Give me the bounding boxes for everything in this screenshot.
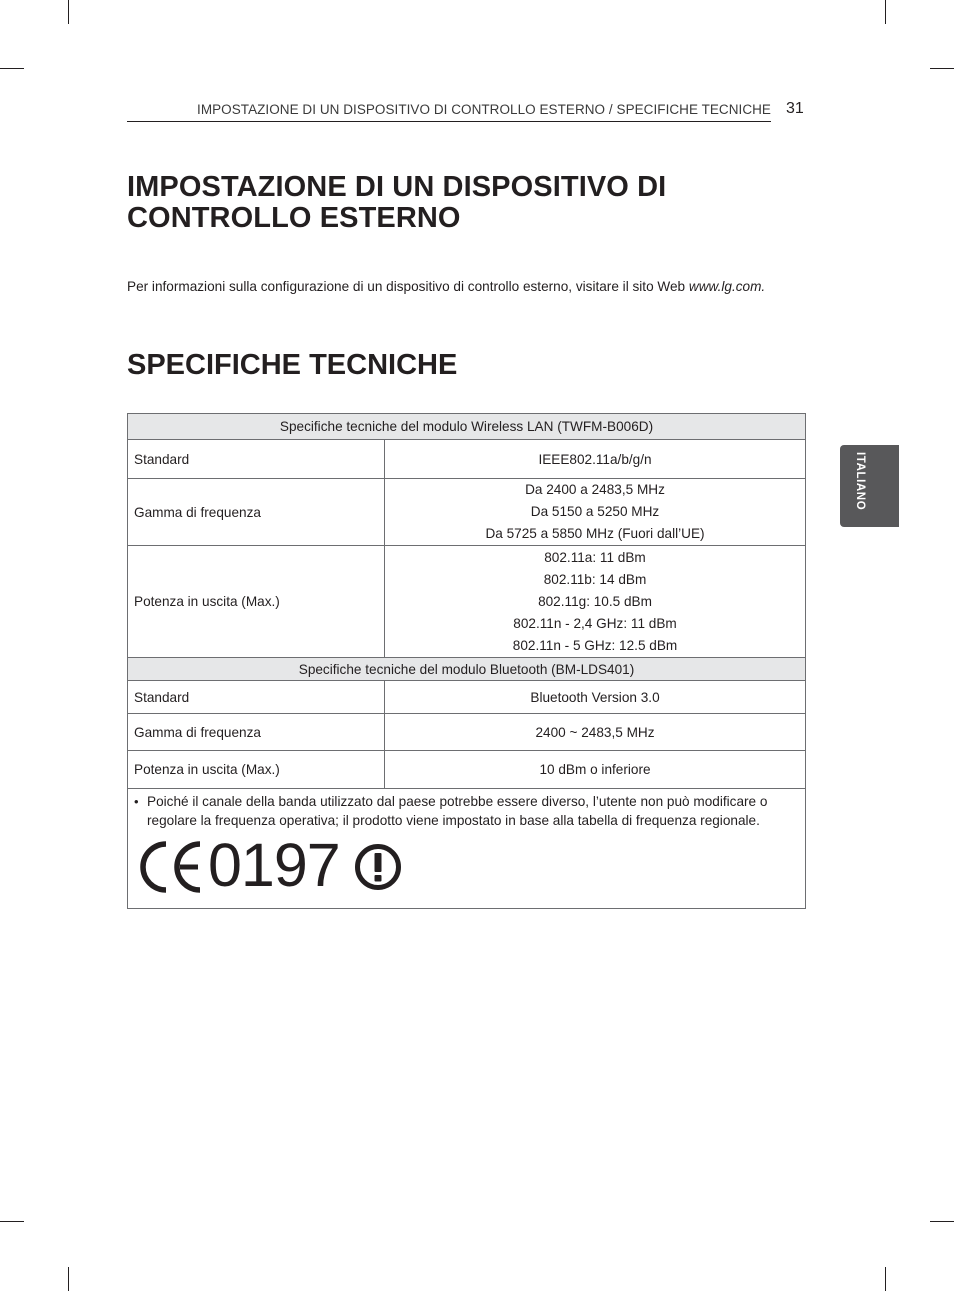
table-row	[128, 751, 806, 789]
crop-mark	[930, 68, 954, 69]
language-tab	[840, 445, 899, 527]
intro-text: Per informazioni sulla configurazione di un dispositivo di controllo esterno, visitare il sito Web	[127, 279, 689, 294]
ce-marking	[136, 831, 416, 899]
note-cell	[128, 789, 806, 909]
crop-mark	[930, 1221, 954, 1222]
value-line: Da 5725 a 5850 MHz (Fuori dall’UE)	[485, 526, 705, 541]
ce-mark-icon	[136, 839, 204, 895]
title-line-1: IMPOSTAZIONE DI UN DISPOSITIVO DI	[127, 171, 667, 203]
crop-mark	[68, 0, 69, 24]
value-line: Da 2400 a 2483,5 MHz	[525, 482, 665, 497]
note-text: Poiché il canale della banda utilizzato dal paese potrebbe essere diverso, l’utente non può modificare o regolare la frequenza operativa; il prodotto viene impostato in base alla tabella di frequenza regionale.	[147, 794, 768, 828]
section-title-external-control	[127, 172, 767, 234]
alert-class2-icon	[354, 843, 402, 891]
row-label: Standard	[128, 440, 385, 479]
row-value: Bluetooth Version 3.0	[385, 681, 806, 714]
value-line: 802.11n - 2,4 GHz: 11 dBm	[513, 615, 677, 631]
intro-paragraph	[127, 279, 817, 294]
spec-table	[127, 413, 806, 909]
row-label: Potenza in uscita (Max.)	[128, 751, 385, 789]
table-row	[128, 546, 806, 658]
row-value: IEEE802.11a/b/g/n	[385, 440, 806, 479]
value-line: 802.11a: 11 dBm	[544, 549, 646, 565]
table-row	[128, 714, 806, 751]
row-value: 2400 ~ 2483,5 MHz	[385, 714, 806, 751]
bluetooth-heading: Specifiche tecniche del modulo Bluetooth (BM-LDS401)	[128, 658, 806, 681]
table-row	[128, 681, 806, 714]
section-title-specs: SPECIFICHE TECNICHE	[127, 349, 458, 381]
note-bullet: •	[134, 794, 139, 809]
wireless-heading: Specifiche tecniche del modulo Wireless LAN (TWFM-B006D)	[128, 414, 806, 440]
title-line-2: CONTROLLO ESTERNO	[127, 202, 461, 234]
table-row	[128, 479, 806, 546]
crop-mark	[68, 1267, 69, 1291]
value-line: 802.11n - 5 GHz: 12.5 dBm	[512, 637, 678, 653]
row-label: Standard	[128, 681, 385, 714]
page-number: 31	[786, 100, 804, 117]
website-link[interactable]: www.lg.com.	[688, 279, 766, 294]
crop-mark	[0, 68, 24, 69]
row-value	[385, 546, 806, 658]
row-label: Gamma di frequenza	[128, 714, 385, 751]
value-line: Da 5150 a 5250 MHz	[530, 504, 660, 519]
table-section-header	[128, 414, 806, 440]
row-value	[385, 479, 806, 546]
value-line: 802.11b: 14 dBm	[543, 571, 647, 587]
crop-mark	[885, 1267, 886, 1291]
crop-mark	[0, 1221, 24, 1222]
row-label: Potenza in uscita (Max.)	[128, 546, 385, 658]
notified-body-number: 0197	[208, 831, 340, 899]
table-row	[128, 440, 806, 479]
header-rule	[127, 121, 771, 122]
running-header: IMPOSTAZIONE DI UN DISPOSITIVO DI CONTROLLO ESTERNO / SPECIFICHE TECNICHE	[197, 102, 771, 117]
table-note-row	[128, 789, 806, 909]
language-tab-label: ITALIANO	[854, 452, 866, 511]
table-section-header	[128, 658, 806, 681]
row-label: Gamma di frequenza	[128, 479, 385, 546]
crop-mark	[885, 0, 886, 24]
row-value: 10 dBm o inferiore	[385, 751, 806, 789]
value-line: 802.11g: 10.5 dBm	[538, 593, 652, 609]
